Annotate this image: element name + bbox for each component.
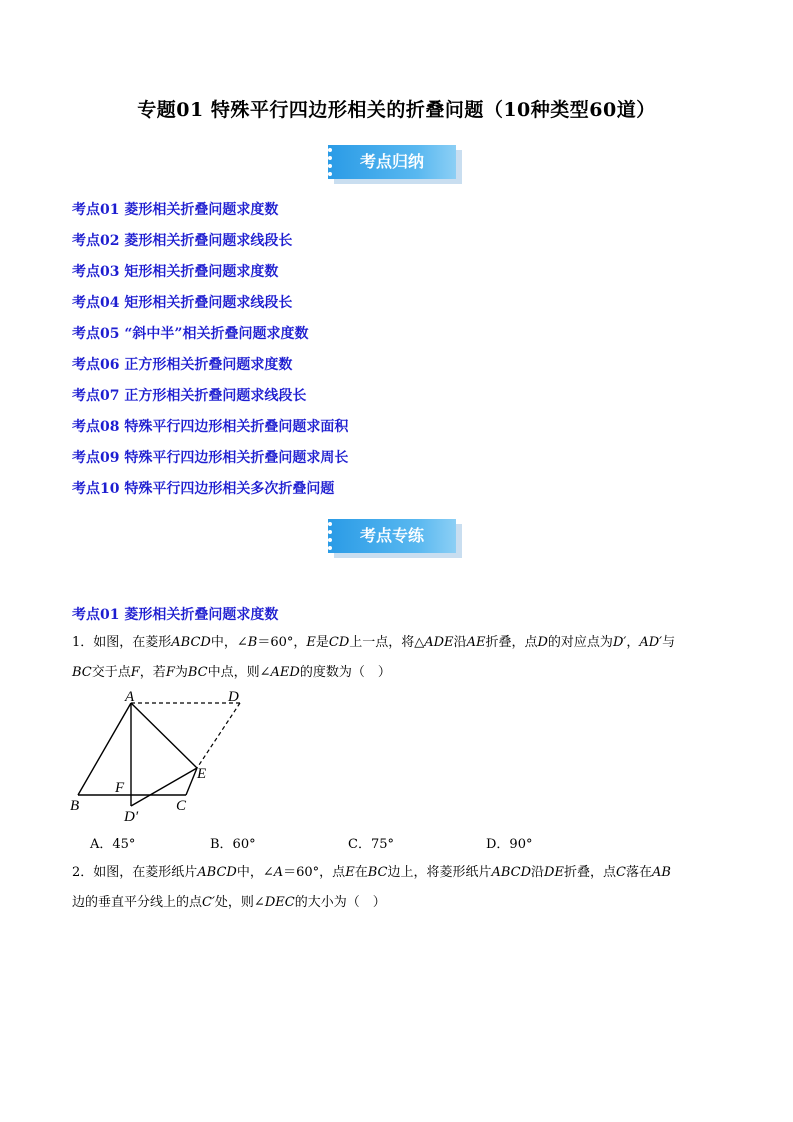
topic-item[interactable]: 考点10 特殊平行四边形相关多次折叠问题 <box>72 481 335 497</box>
rhombus-fold-figure <box>70 686 260 826</box>
point-b-label: B <box>70 798 80 814</box>
topic-item[interactable]: 考点07 正方形相关折叠问题求线段长 <box>72 388 307 404</box>
point-d-label: D <box>228 689 239 705</box>
topic-item[interactable]: 考点06 正方形相关折叠问题求度数 <box>72 357 293 373</box>
topic-item[interactable]: 考点04 矩形相关折叠问题求线段长 <box>72 295 293 311</box>
choice-c[interactable]: C．75° <box>348 837 394 852</box>
topic-item[interactable]: 考点05 “斜中半”相关折叠问题求度数 <box>72 326 309 342</box>
choice-b[interactable]: B．60° <box>210 837 256 852</box>
point-d-prime-label: D′ <box>124 809 139 825</box>
answer-choices <box>90 833 690 855</box>
point-c-label: C <box>176 798 187 814</box>
point-a-label: A <box>125 689 135 705</box>
choice-d[interactable]: D．90° <box>486 837 533 852</box>
practice-banner <box>328 519 468 559</box>
topic-item[interactable]: 考点09 特殊平行四边形相关折叠问题求周长 <box>72 450 349 466</box>
choice-a[interactable]: A．45° <box>90 837 136 852</box>
question-2: 2．如图，在菱形纸片ABCD中，∠A＝60°，点E在BC边上，将菱形纸片ABCD沿DE折叠，点C落在AB 边的垂直平分线上的点C′处，则∠DEC的大小为（ ） <box>72 865 671 910</box>
topic-item[interactable]: 考点03 矩形相关折叠问题求度数 <box>72 264 279 280</box>
topic-item[interactable]: 考点02 菱形相关折叠问题求线段长 <box>72 233 293 249</box>
summary-banner-label: 考点归纳 <box>359 152 424 171</box>
topic-item[interactable]: 考点08 特殊平行四边形相关折叠问题求面积 <box>72 419 349 435</box>
summary-banner <box>328 145 468 185</box>
point-e-label: E <box>197 766 207 782</box>
question-1: 1．如图，在菱形ABCD中，∠B＝60°，E是CD上一点，将△ADE沿AE折叠，点D的对应点为D′，AD′与 BC交于点F，若F为BC中点，则∠AED的度数为（ ） <box>72 635 676 680</box>
point-f-label: F <box>115 780 125 796</box>
page-title: 专题01 特殊平行四边形相关的折叠问题（10种类型60道） <box>137 99 656 121</box>
section-heading: 考点01 菱形相关折叠问题求度数 <box>72 607 279 623</box>
topic-item[interactable]: 考点01 菱形相关折叠问题求度数 <box>72 202 279 218</box>
topic-list <box>72 200 348 510</box>
practice-banner-label: 考点专练 <box>359 526 424 545</box>
